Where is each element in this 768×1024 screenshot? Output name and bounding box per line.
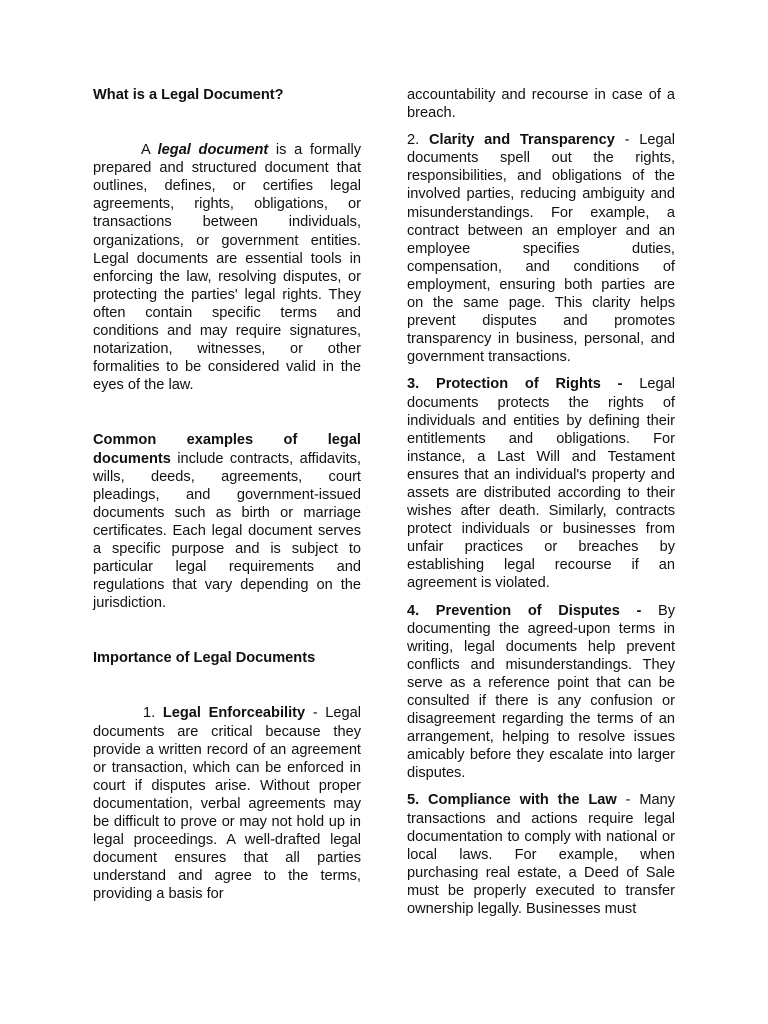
continuation-text: accountability and recourse in case of a breach.	[407, 87, 675, 122]
examples-term: Common examples of legal documents	[93, 432, 361, 467]
examples-paragraph: Common examples of legal documents include contracts, affidavits, wills, deeds, agreements, court pleadings, and government-issued documents such as birth or marriage certificates. Each legal document serves a specific purpose and is subject to particular legal requirements and regulations that vary depending on the jurisdiction.	[93, 432, 361, 612]
importance-heading: Importance of Legal Documents	[93, 650, 316, 667]
left-column	[93, 86, 361, 903]
document-title: What is a Legal Document?	[93, 87, 284, 103]
item-compliance-with-law: 5. Compliance with the Law - Many transactions and actions require legal documentation to comply with national or local laws. For example, when purchasing real estate, a Deed of Sale must be properly executed to transfer ownership legally. Businesses must	[407, 792, 675, 918]
legal-document-term: legal document	[157, 142, 269, 159]
item-protection-of-rights: 3. Protection of Rights - Legal documents protects the rights of individuals and entities by defining their entitlements and obligations. For instance, a Last Will and Testament ensures that an individual's property and assets are distributed according to their wishes after death. Similarly, contracts protect individuals or businesses from unfair practices or breaches by establishing legal recourse if an agreement is violated.	[407, 376, 675, 592]
item-clarity-transparency: 2. Clarity and Transparency - Legal documents spell out the rights, responsibilities, and obligations of the involved parties, reducing ambiguity and misunderstandings. For example, a contract between an employer and an employee specifies duties, compensation, and conditions of employment, ensuring both parties are on the same page. This clarity helps prevent disputes and promotes transparency in business, personal, and government transactions.	[407, 132, 675, 366]
item-legal-enforceability: 1. Legal Enforceability - Legal documents are critical because they provide a written record of an agreement or transaction, which can be enforced in court if disputes arise. Without proper documentation, verbal agreements may be difficult to prove or may not hold up in legal proceedings. A well-drafted legal document ensures that all parties understand and agree to the terms, providing a basis for	[93, 705, 361, 903]
right-column	[407, 86, 675, 918]
intro-paragraph: A legal document is a formally prepared and structured document that outlines, defines, or certifies legal agreements, rights, obligations, or transactions between individuals, organizations, or government entities. Legal documents are essential tools in enforcing the law, resolving disputes, or protecting the parties' legal rights. They often contain specific terms and conditions and may require signatures, notarization, witnesses, or other formalities to be considered valid in the eyes of the law.	[93, 142, 362, 394]
item-prevention-of-disputes: 4. Prevention of Disputes - By documenting the agreed-upon terms in writing, legal documents help prevent conflicts and misunderstandings. They serve as a reference point that can be consulted if there is any confusion or disagreement regarding the terms of an arrangement, helping to resolve issues amicably before they escalate into larger disputes.	[407, 602, 675, 782]
